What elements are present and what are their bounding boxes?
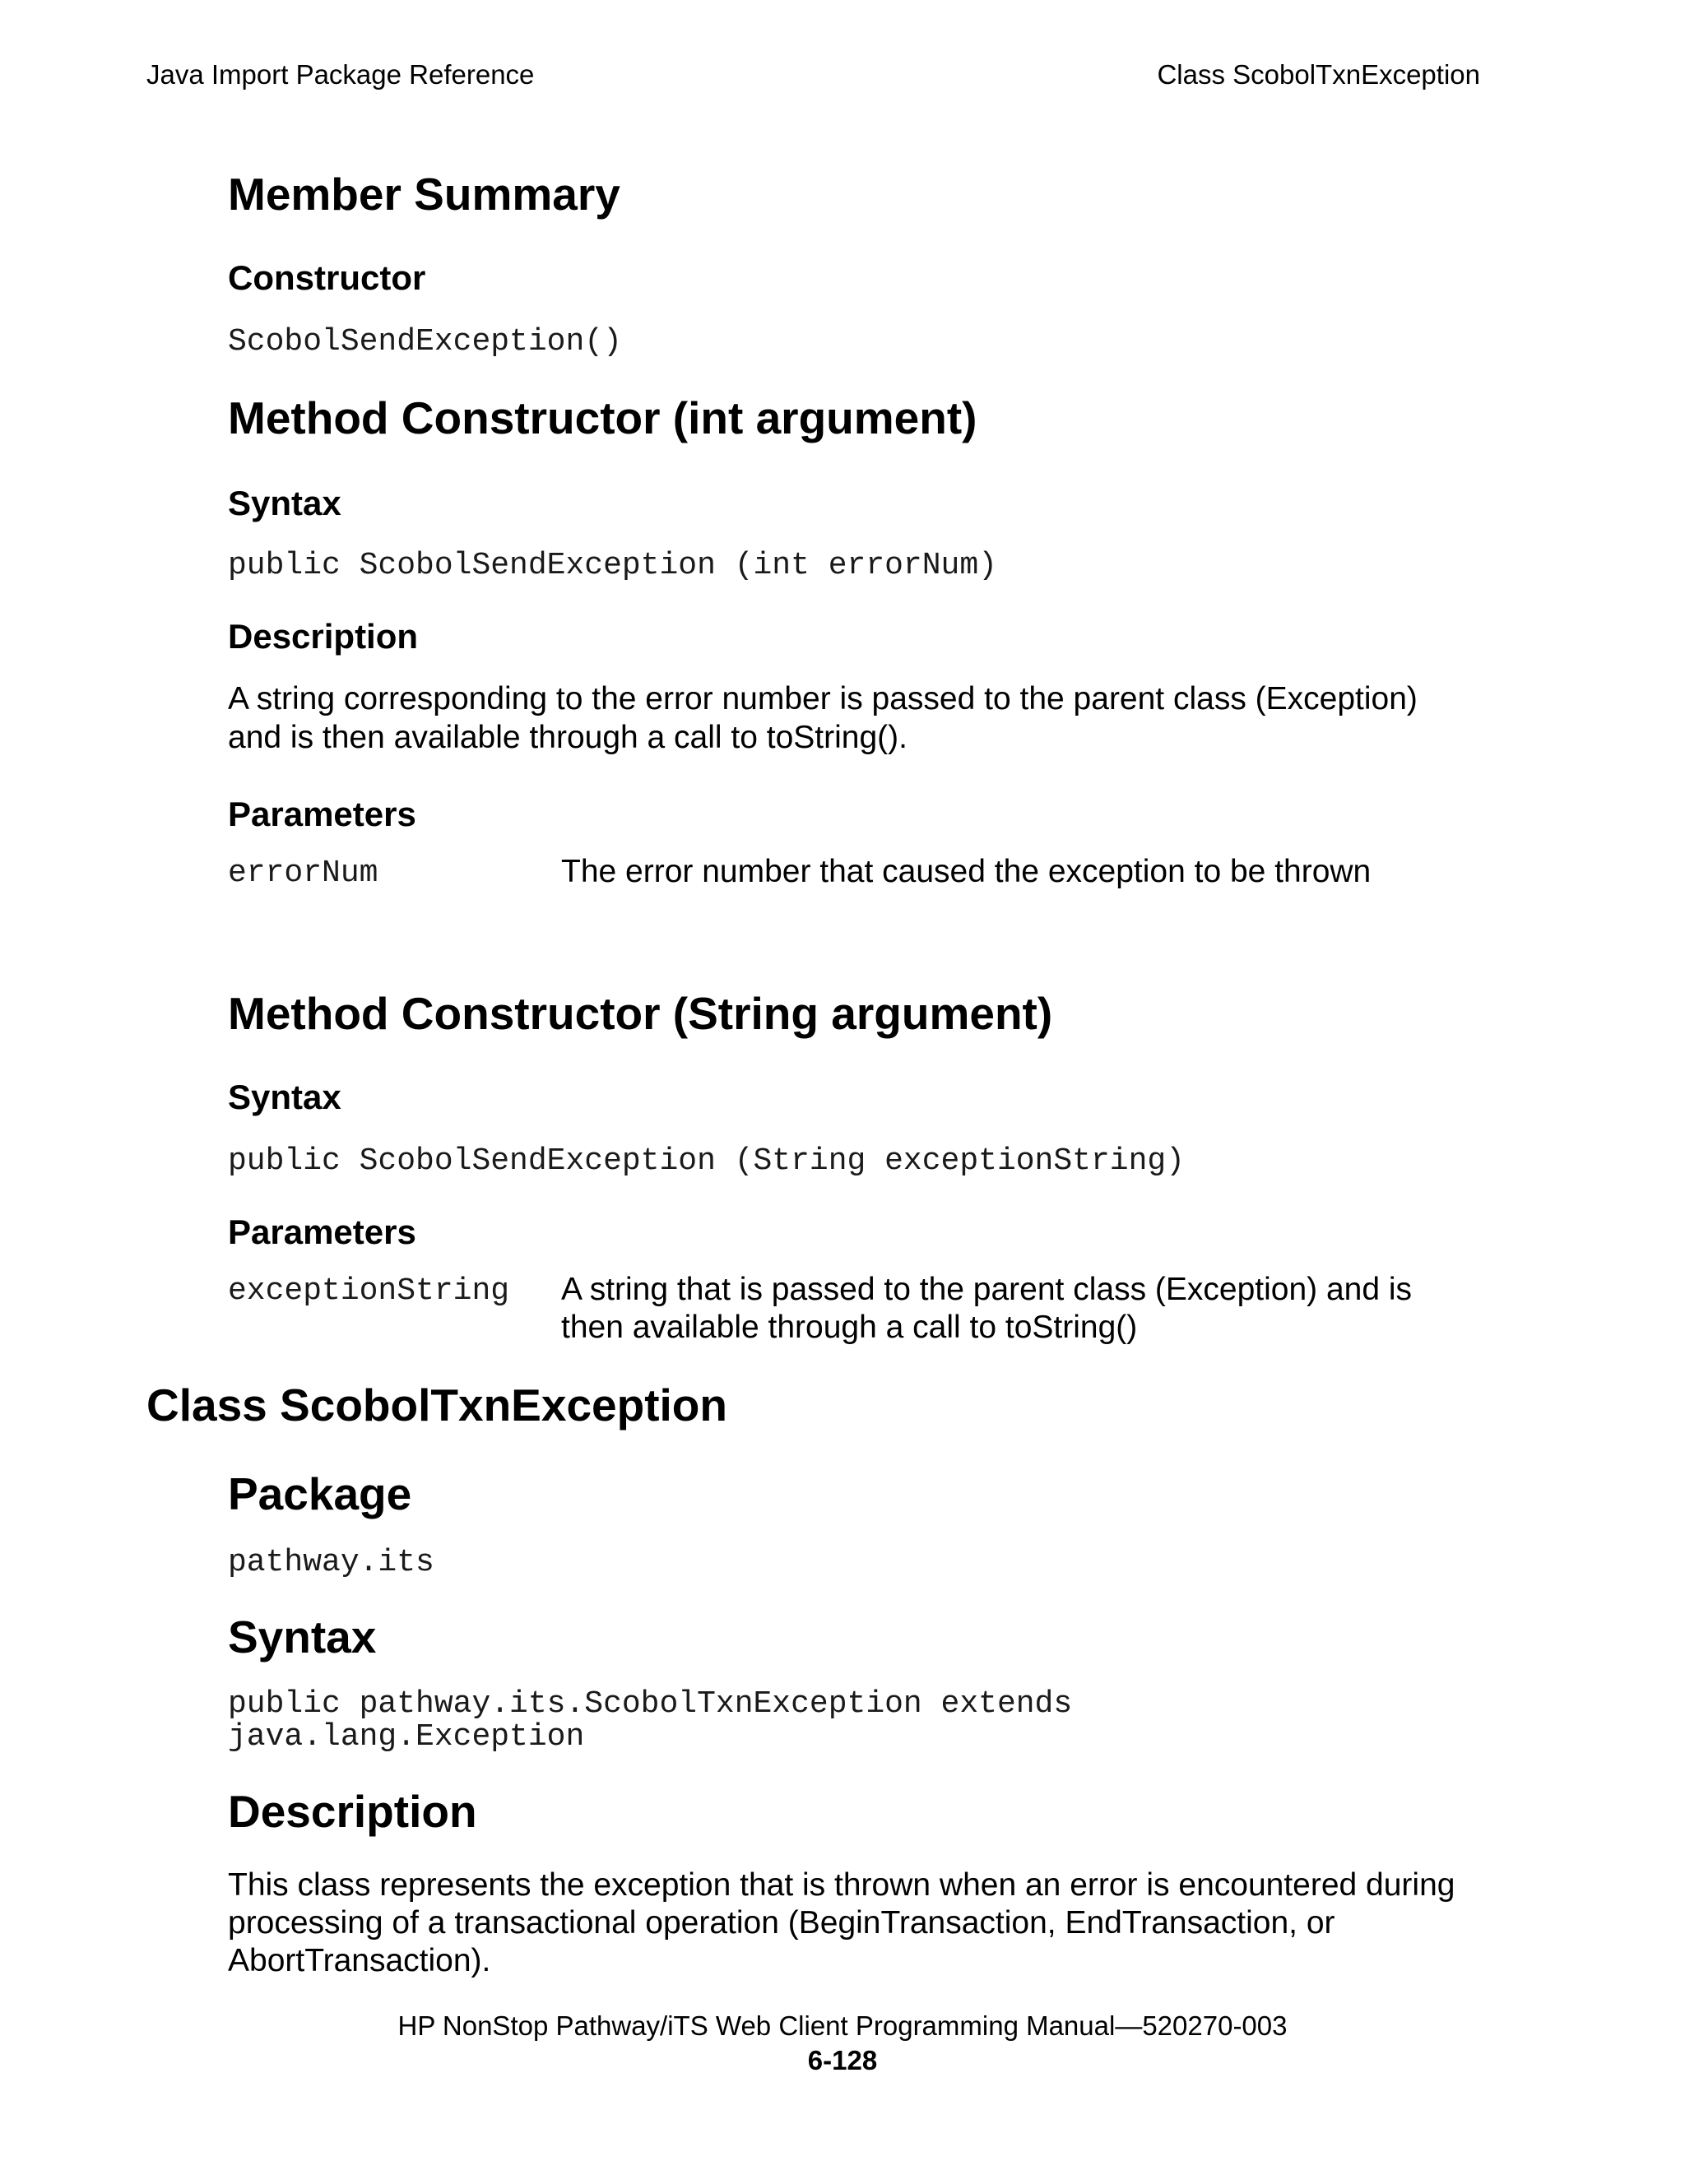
- class-syntax-code-line-1: public pathway.its.ScobolTxnException extends: [228, 1686, 1073, 1722]
- member-summary-heading: Member Summary: [228, 169, 620, 220]
- class-syntax-code-line-2: java.lang.Exception: [228, 1719, 585, 1755]
- footer-manual-title: HP NonStop Pathway/iTS Web Client Programming Manual—520270-003: [397, 2010, 1288, 2041]
- package-code: pathway.its: [228, 1545, 434, 1580]
- method-int-description-heading: Description: [228, 617, 419, 656]
- class-syntax-heading: Syntax: [228, 1611, 377, 1662]
- footer-page-number: 6-128: [807, 2045, 878, 2075]
- constructor-code: ScobolSendException(): [228, 324, 622, 359]
- class-description-line-1: This class represents the exception that is thrown when an error is encountered during: [228, 1867, 1455, 1903]
- class-heading: Class ScobolTxnException: [146, 1379, 728, 1430]
- method-int-description-line-2: and is then available through a call to toString().: [228, 720, 907, 755]
- param-desc-exceptionstring-line-2: then available through a call to toString(): [561, 1310, 1138, 1345]
- method-int-description-line-1: A string corresponding to the error number is passed to the parent class (Exception): [228, 681, 1418, 716]
- param-desc-errornum: The error number that caused the exception to be thrown: [561, 854, 1372, 889]
- method-string-syntax-heading: Syntax: [228, 1078, 341, 1116]
- method-string-syntax-code: public ScobolSendException (String exceptionString): [228, 1143, 1185, 1179]
- method-string-parameters-heading: Parameters: [228, 1213, 416, 1251]
- method-int-syntax-code: public ScobolSendException (int errorNum): [228, 548, 997, 583]
- method-int-syntax-heading: Syntax: [228, 484, 341, 522]
- running-header-right: Class ScobolTxnException: [1157, 59, 1480, 90]
- class-description-line-2: processing of a transactional operation (BeginTransaction, EndTransaction, or: [228, 1905, 1335, 1941]
- method-int-parameters-heading: Parameters: [228, 795, 416, 833]
- method-string-heading: Method Constructor (String argument): [228, 988, 1053, 1039]
- param-desc-exceptionstring-line-1: A string that is passed to the parent class (Exception) and is: [561, 1272, 1413, 1307]
- class-description-line-3: AbortTransaction).: [228, 1943, 491, 1978]
- running-header-left: Java Import Package Reference: [146, 59, 535, 90]
- package-heading: Package: [228, 1468, 412, 1519]
- class-description-heading: Description: [228, 1786, 477, 1837]
- param-name-errornum: errorNum: [228, 856, 378, 891]
- constructor-heading: Constructor: [228, 258, 426, 297]
- method-int-heading: Method Constructor (int argument): [228, 392, 977, 443]
- param-name-exceptionstring: exceptionString: [228, 1273, 510, 1309]
